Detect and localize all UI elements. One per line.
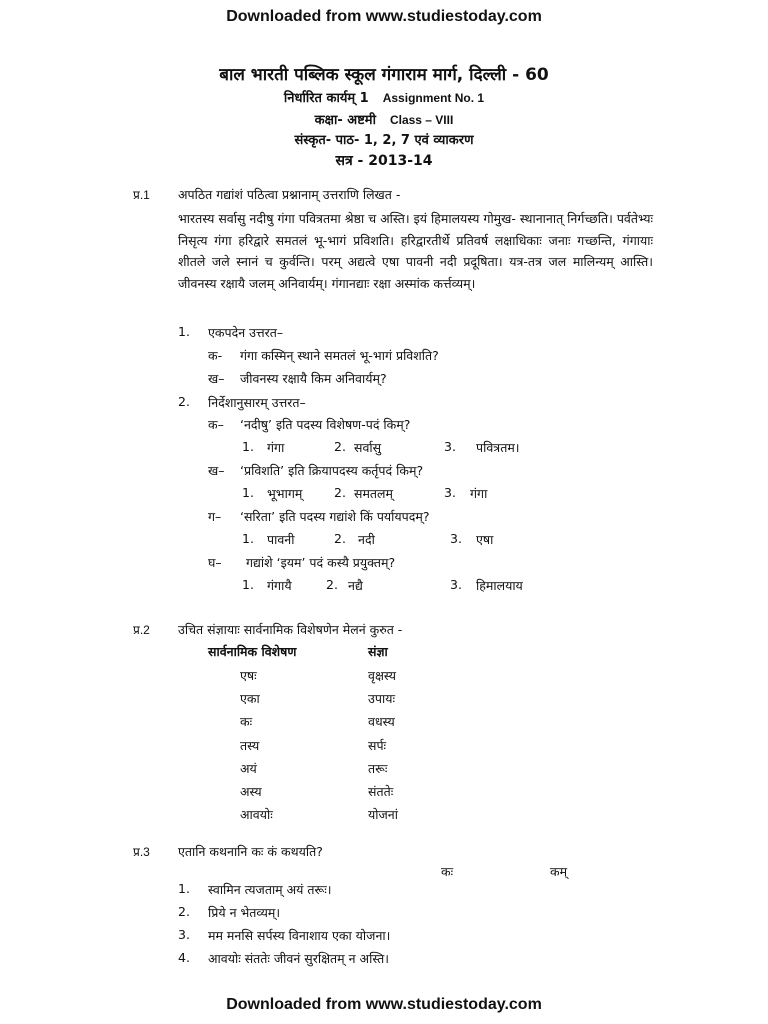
q3-item-text: स्वामिन त्यजताम् अयं तरूः। — [208, 882, 332, 897]
q2-left-cell: तस्य — [240, 738, 260, 753]
q2-right-cell: वधस्य — [368, 714, 395, 729]
option-number: 2. — [334, 485, 346, 500]
option-number: 2. — [334, 439, 346, 454]
q3-item-number: 1. — [178, 881, 190, 896]
q2-left-cell: आवयोः — [240, 807, 273, 822]
q3-column-header-left: कः — [441, 864, 454, 879]
option-number: 1. — [242, 439, 254, 454]
school-title: बाल भारती पब्लिक स्कूल गंगाराम मार्ग, दिल्ली - 60 — [219, 65, 549, 85]
q1-number: प्र.1 — [133, 188, 150, 202]
option-text: हिमालयाय — [476, 578, 523, 593]
q3-item-text: आवयोः संततेः जीवनं सुरक्षितम् न अस्ति। — [208, 951, 390, 966]
option-text: गंगा — [470, 486, 488, 501]
option-number: 3. — [444, 485, 456, 500]
q2-number: प्र.2 — [133, 623, 150, 637]
q3-item-number: 2. — [178, 904, 190, 919]
q2-instruction: उचित संज्ञायाः सार्वनामिक विशेषणेन मेलनं कुरुत - — [178, 622, 403, 637]
q1-sub2-b-text: ‘प्रविशति’ इति क्रियापदस्य कर्तृपदं किम्? — [240, 463, 424, 478]
option-text: नद्यै — [348, 578, 363, 593]
q1-sub2-c-text: ‘सरिता’ इति पदस्य गद्यांशे किं पर्यायपदम्? — [240, 509, 430, 524]
q1-sub1-b-label: ख– — [208, 371, 225, 386]
q2-right-cell: योजनां — [368, 807, 398, 822]
option-text: पवित्रतम। — [476, 440, 520, 455]
subject-line: संस्कृत- पाठ- 1, 2, 7 एवं व्याकरण — [294, 133, 474, 148]
assignment-english: Assignment No. 1 — [382, 91, 485, 105]
q3-column-header-right: कम् — [550, 864, 568, 879]
q1-sub2-b-label: ख– — [208, 463, 225, 478]
q2-column-header-left: सार्वनामिक विशेषण — [208, 644, 297, 659]
class-english: Class – VIII — [389, 113, 454, 127]
assignment-line — [0, 88, 768, 106]
q2-column-header-right: संज्ञा — [368, 644, 388, 659]
q2-right-cell: तरूः — [368, 761, 388, 776]
q1-sub2-d-text: गद्यांशे ‘इयम’ पदं कस्यै प्रयुक्तम्? — [246, 555, 396, 570]
q1-sub2-a-text: ‘नदीषु’ इति पदस्य विशेषण-पदं किम्? — [240, 417, 411, 432]
option-number: 3. — [450, 531, 462, 546]
download-banner-bottom: Downloaded from www.studiestoday.com — [226, 996, 542, 1013]
q1-sub1-number: 1. — [178, 324, 190, 339]
option-number: 2. — [334, 531, 346, 546]
q2-left-cell: एका — [240, 691, 260, 706]
q2-right-cell: सर्पः — [368, 738, 387, 753]
q1-sub1-a-text: गंगा कस्मिन् स्थाने समतलं भू-भागं प्रविशति? — [240, 348, 439, 363]
q2-left-cell: कः — [240, 714, 253, 729]
q1-sub2-d-label: घ– — [208, 555, 222, 570]
q3-item-number: 3. — [178, 927, 190, 942]
q3-number: प्र.3 — [133, 845, 150, 859]
q1-sub2-a-label: क– — [208, 417, 224, 432]
q1-sub2-number: 2. — [178, 394, 190, 409]
q1-sub1-a-label: क- — [208, 348, 223, 363]
option-text: गंगा — [267, 440, 285, 455]
option-text: समतलम् — [354, 486, 394, 501]
option-text: नदी — [358, 532, 375, 547]
q1-sub1-title: एकपदेन उत्तरत– — [208, 325, 284, 340]
session-line: सत्र - 2013-14 — [335, 153, 433, 169]
option-number: 3. — [444, 439, 456, 454]
q3-item-text: मम मनसि सर्पस्य विनाशाय एका योजना। — [208, 928, 391, 943]
option-text: पावनी — [267, 532, 295, 547]
q1-instruction: अपठित गद्यांशं पठित्वा प्रश्नानाम् उत्तराणि लिखत - — [178, 187, 401, 202]
option-text: भूभागम् — [267, 486, 303, 501]
option-text: सर्वासु — [354, 440, 382, 455]
assignment-hindi: निर्धारित कार्यम् 1 — [283, 91, 369, 106]
option-number: 1. — [242, 531, 254, 546]
class-hindi: कक्षा- अष्टमी — [314, 113, 376, 128]
q1-passage: भारतस्य सर्वासु नदीषु गंगा पवित्रतमा श्रेष्ठा च अस्ति। इयं हिमालयस्य गोमुख- स्थानानात् निर्गच्छति। पर्वतेभ्यः निसृत्य गंगा हरिद्वारे समतलं भू-भागं प्रविशति। हरिद्वारतीर्थे प्रतिवर्ष लक्षाधिकाः जनाः गच्छन्ति, गंगायाः शीतले जले स्नानं च कुर्वन्ति। परम् अद्यत्वे एषा पावनी नदी प्रदूषिता। यत्र-तत्र जल मालिन्यम् आस्ति। जीवनस्य रक्षायै जलम् अनिवार्यम्। गंगानद्याः रक्षा अस्मांक कर्त्तव्यम्। — [178, 211, 653, 291]
q2-left-cell: एषः — [240, 668, 257, 683]
q1-sub1-b-text: जीवनस्य रक्षायै किम अनिवार्यम्? — [240, 371, 387, 386]
q2-left-cell: अयं — [240, 761, 257, 776]
option-text: गंगायै — [267, 578, 292, 593]
download-banner-top: Downloaded from www.studiestoday.com — [226, 8, 542, 25]
class-line — [0, 110, 768, 128]
option-number: 1. — [242, 485, 254, 500]
q1-sub2-c-label: ग– — [208, 509, 222, 524]
q3-item-number: 4. — [178, 950, 190, 965]
option-number: 2. — [326, 577, 338, 592]
q3-instruction: एतानि कथनानि कः कं कथयति? — [178, 844, 323, 859]
q2-right-cell: वृक्षस्य — [368, 668, 397, 683]
option-number: 3. — [450, 577, 462, 592]
q3-item-text: प्रिये न भेतव्यम्। — [208, 905, 281, 920]
option-number: 1. — [242, 577, 254, 592]
q2-right-cell: उपायः — [368, 691, 395, 706]
option-text: एषा — [476, 532, 494, 547]
q1-sub2-title: निर्देशानुसारम् उत्तरत– — [208, 395, 306, 410]
q2-right-cell: संततेः — [368, 784, 394, 799]
q2-left-cell: अस्य — [240, 784, 262, 799]
